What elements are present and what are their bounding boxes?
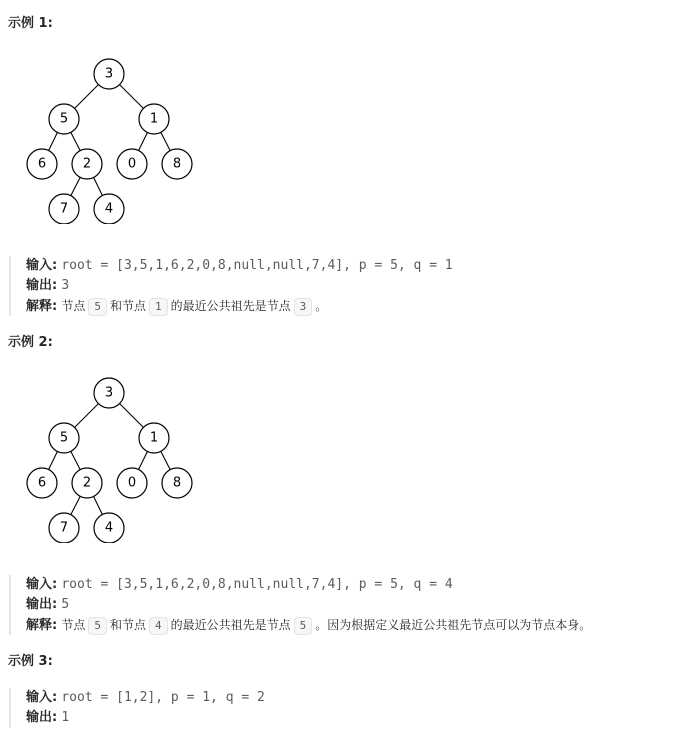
svg-text:5: 5: [59, 111, 69, 127]
tree-node: [72, 149, 102, 179]
output-value: 3: [61, 278, 70, 293]
inline-code: 3: [294, 298, 313, 316]
svg-text:7: 7: [59, 520, 69, 536]
svg-text:3: 3: [104, 385, 114, 401]
tree-node: [117, 468, 147, 498]
example-2-tree-svg: [20, 375, 200, 543]
output-label: 输出:: [26, 278, 58, 293]
output-value: 5: [61, 597, 70, 612]
tree-node: [94, 59, 124, 89]
svg-text:7: 7: [59, 201, 69, 217]
explain-label: 解释:: [26, 299, 58, 314]
explain-text: 和节点: [109, 299, 146, 313]
svg-text:5: 5: [59, 430, 69, 446]
example-2-output-line: [26, 595, 591, 615]
inline-code: 4: [149, 617, 168, 635]
tree-node: [49, 104, 79, 134]
example-1-block: [9, 256, 453, 316]
example-2-heading: 示例 2:: [8, 335, 53, 350]
output-label: 输出:: [26, 710, 58, 725]
example-3-heading: 示例 3:: [8, 654, 53, 669]
svg-text:8: 8: [172, 156, 182, 172]
tree-node: [139, 423, 169, 453]
input-value: root = [3,5,1,6,2,0,8,null,null,7,4], p = 5, q = 1: [61, 258, 453, 273]
input-label: 输入:: [26, 258, 58, 273]
tree-node: [27, 149, 57, 179]
explain-text: 。因为根据定义最近公共祖先节点可以为节点本身。: [315, 618, 592, 632]
explain-text: 的最近公共祖先是节点: [170, 618, 291, 632]
tree-node: [27, 468, 57, 498]
svg-text:1: 1: [149, 111, 159, 127]
example-3-input-line: [26, 688, 265, 708]
inline-code: 1: [149, 298, 168, 316]
explain-text: 。: [315, 299, 328, 313]
explain-text: 节点: [61, 618, 86, 632]
output-value: 1: [61, 710, 70, 725]
svg-text:0: 0: [127, 475, 137, 491]
input-label: 输入:: [26, 577, 58, 592]
svg-text:6: 6: [37, 475, 47, 491]
svg-text:4: 4: [104, 520, 114, 536]
example-1-heading: 示例 1:: [8, 16, 53, 31]
svg-text:8: 8: [172, 475, 182, 491]
example-1-output-line: [26, 276, 453, 296]
tree-node: [49, 513, 79, 543]
example-2-block: [9, 575, 591, 635]
inline-code: 5: [294, 617, 313, 635]
explain-text: 节点: [61, 299, 86, 313]
svg-text:0: 0: [127, 156, 137, 172]
explain-label: 解释:: [26, 618, 58, 633]
svg-text:4: 4: [104, 201, 114, 217]
example-1-input-line: [26, 256, 453, 276]
example-2-explain-line: [26, 615, 591, 635]
example-1-explain-line: [26, 296, 453, 316]
svg-text:1: 1: [149, 430, 159, 446]
tree-node: [94, 194, 124, 224]
input-value: root = [1,2], p = 1, q = 2: [61, 690, 265, 705]
example-3-output-line: [26, 708, 265, 728]
svg-text:2: 2: [82, 156, 92, 172]
tree-node: [94, 513, 124, 543]
explain-text: 和节点: [109, 618, 146, 632]
tree-node: [49, 423, 79, 453]
example-2-tree-diagram: [20, 375, 200, 543]
tree-node: [94, 378, 124, 408]
example-1-tree-svg: [20, 56, 200, 224]
output-label: 输出:: [26, 597, 58, 612]
example-2-input-line: [26, 575, 591, 595]
inline-code: 5: [88, 617, 107, 635]
inline-code: 5: [88, 298, 107, 316]
example-3-block: [9, 688, 265, 728]
tree-node: [139, 104, 169, 134]
svg-text:6: 6: [37, 156, 47, 172]
input-value: root = [3,5,1,6,2,0,8,null,null,7,4], p = 5, q = 4: [61, 577, 453, 592]
explain-text: 的最近公共祖先是节点: [170, 299, 291, 313]
tree-node: [117, 149, 147, 179]
tree-node: [72, 468, 102, 498]
input-label: 输入:: [26, 690, 58, 705]
tree-node: [49, 194, 79, 224]
example-1-tree-diagram: [20, 56, 200, 224]
svg-text:3: 3: [104, 66, 114, 82]
tree-node: [162, 149, 192, 179]
svg-text:2: 2: [82, 475, 92, 491]
tree-node: [162, 468, 192, 498]
